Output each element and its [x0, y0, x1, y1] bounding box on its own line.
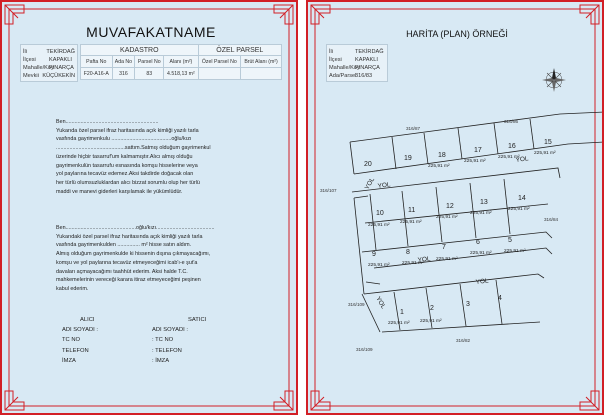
parcel-area: 225,91 m² [508, 207, 530, 212]
info-value: PINARÇA [49, 65, 74, 71]
field-label: ADI SOYADI [152, 327, 185, 334]
text-line: vasfında gayrimenkulu ........................................oğlu/kızı [56, 136, 192, 143]
table-cell [241, 68, 282, 80]
parcel-number: 4 [498, 295, 502, 302]
buyer-title: ALICI [80, 317, 95, 323]
column-header: Pafta No [81, 56, 113, 68]
road-labels [364, 155, 530, 310]
text-line: her türlü olumsuzluklardan alıcı bizzat sorumlu olup her türlü [56, 179, 200, 186]
parcel-number: 12 [446, 203, 454, 210]
document-title: MUVAFAKATNAME [86, 24, 216, 40]
map-title: HARİTA (PLAN) ÖRNEĞİ [406, 29, 508, 39]
table-cell: 4.518,13 m² [164, 68, 198, 80]
info-value: KÜÇÜKEKİN [42, 73, 75, 79]
info-label: Mahalle/Köy [329, 65, 360, 71]
table-cell: 316 [112, 68, 135, 80]
text-line: Almış olduğum gayrimenkulde ki hissenin dışına çıkmayacağımı, [56, 251, 211, 258]
parcel-area: 225,91 m² [470, 251, 492, 256]
parcel-number: 20 [364, 161, 372, 168]
column-header: Özel Parsel No [198, 56, 240, 68]
column-header: Brüt Alanı (m²) [241, 56, 282, 68]
seller-title: SATICI [188, 317, 207, 323]
neighbour-ref: 316/109 [348, 302, 365, 307]
info-value: TEKİRDAĞ [46, 49, 75, 55]
parcel-area: 225,91 m² [436, 215, 458, 220]
text-line: ..............................................sattım.Satmış olduğum gayrimenkul [56, 145, 211, 152]
parcel-area: 225,91 m² [498, 155, 520, 160]
text-line: üzerinde hiçbir tasarruf'um kalmamıştır.Alıcı almış olduğu [56, 153, 193, 160]
compass-icon [542, 68, 566, 92]
parcel-number: 14 [518, 195, 526, 202]
plan-map-panel [306, 0, 604, 415]
parcel-number: 5 [508, 237, 512, 244]
neighbour-ref: 316/109 [356, 347, 373, 352]
info-label: İli [329, 49, 334, 55]
parcel-area: 225,91 m² [504, 249, 526, 254]
table-cell [198, 68, 240, 80]
field-label: TC NO [62, 337, 81, 344]
text-line: komşu ve yol paylarına tecavüz etmeyeceğimi icab'ı-e şut'a [56, 259, 198, 266]
neighbour-ref: 316/84 [544, 217, 559, 222]
parcel-area: 225,91 m² [470, 211, 492, 216]
text-line: kabul ederim. [56, 285, 89, 292]
text-line: Ben.............................................................. [56, 119, 159, 125]
text-line: Ben...............................................oğlu/kızı....................................... [56, 225, 215, 231]
ozel-parsel-header: ÖZEL PARSEL [198, 45, 281, 56]
consent-document-panel [0, 0, 298, 415]
neighbour-ref: 316/86 [504, 119, 519, 124]
road-outlines [350, 112, 602, 332]
info-label: Mevkii [23, 73, 39, 79]
field-label: TELEFON [155, 347, 182, 354]
parcel-area: 225,91 m² [388, 321, 410, 326]
parcel-number: 9 [372, 251, 376, 258]
road-label: YOL [374, 295, 387, 311]
parcel-area: 225,91 m² [436, 257, 458, 262]
text-line: gayrimenkulün tasarrufu esnasında komşu hisselerine veya [56, 162, 198, 169]
info-label: İli [23, 49, 28, 55]
text-line: Yukarıda özel parsel ifraz haritasında açık kimliği yazılı tarla [56, 127, 199, 134]
parcel-number: 6 [476, 239, 480, 246]
road-label: YOL [363, 176, 377, 191]
buyer-signature-block: ALICI ADI SOYADI : TC NO TELEFON İMZA [62, 317, 98, 364]
column-header: Ada No [112, 56, 135, 68]
field-label: İMZA [62, 357, 76, 364]
parcel-area: 225,91 m² [402, 261, 424, 266]
info-value: 316/83 [355, 73, 373, 79]
info-value: TEKİRDAĞ [355, 49, 384, 55]
parcel-area: 225,91 m² [368, 223, 390, 228]
parcel-area: 225,91 m² [428, 164, 450, 169]
text-line: Yukarıdaki özel parsel ifraz haritasında açık kimliği yazılı tarla [56, 233, 203, 240]
field-label: ADI SOYADI [62, 327, 95, 334]
parcel-area: 225,91 m² [368, 263, 390, 268]
parcel-area: 225,91 m² [464, 159, 486, 164]
parcel-number: 19 [404, 155, 412, 162]
road-label: YOL [515, 155, 529, 164]
parcel-number: 15 [544, 139, 552, 146]
kadastro-header: KADASTRO [81, 45, 199, 56]
column-header: Alanı (m²) [164, 56, 198, 68]
location-info-box [20, 44, 78, 82]
seller-statement [56, 118, 286, 196]
info-value: KAPAKLI [49, 57, 72, 63]
info-label: Ada/Parsel [329, 73, 357, 79]
parcel-area: 225,91 m² [534, 151, 556, 156]
field-label: İMZA [155, 357, 170, 364]
text-line: yol paylarına tecavüz edemez.Aksi takdirde doğacak olan [56, 171, 194, 178]
parcel-number: 13 [480, 199, 488, 206]
parcel-labels [364, 139, 559, 326]
info-value: KAPAKLI [355, 57, 378, 63]
field-label: TELEFON [62, 347, 89, 354]
parcel-number: 10 [376, 210, 384, 217]
parcel-map [308, 2, 602, 413]
info-label: Mahalle/Köy [23, 65, 54, 71]
parcel-number: 16 [508, 143, 516, 150]
neighbour-ref: 316/87 [406, 126, 421, 131]
parcel-number: 7 [442, 244, 446, 251]
column-header: Parsel No [135, 56, 164, 68]
info-label: İlçesi [329, 57, 342, 63]
field-label: TC NO [155, 337, 174, 344]
info-label: İlçesi [23, 57, 36, 63]
parcel-number: 3 [466, 301, 470, 308]
seller-signature-block: SATICI ADI SOYADI : : TC NO : TELEFON : İMZA [152, 317, 207, 364]
road-label: YOL [475, 277, 489, 286]
text-line: vasfında gayrimenkulden ............... m² hisse satın aldım. [56, 242, 192, 249]
cadastre-table [80, 44, 282, 80]
buyer-statement [56, 224, 286, 294]
text-line: davaları açmayacağımı taahhüt ederim. Aksi halde T.C. [56, 268, 188, 275]
parcel-number: 1 [400, 309, 404, 316]
parcel-number: 8 [406, 249, 410, 256]
parcel-number: 18 [438, 152, 446, 159]
parcel-number: 2 [430, 305, 434, 312]
road-label: YOL [377, 181, 391, 190]
neighbour-ref: 316/82 [456, 338, 471, 343]
parcel-area: 225,91 m² [420, 319, 442, 324]
text-line: mahkemelerinin vereceği karara itiraz etmeyeceğimi peşinen [56, 277, 201, 284]
table-cell: F20-A16-A [81, 68, 113, 80]
table-cell: 83 [135, 68, 164, 80]
parcel-number: 11 [408, 207, 416, 214]
road-label: YOL [417, 255, 431, 264]
parcel-area: 225,91 m² [400, 220, 422, 225]
parcel-number: 17 [474, 147, 482, 154]
info-value: PINARÇA [355, 65, 380, 71]
neighbour-ref: 316/107 [320, 188, 337, 193]
text-line: maddi ve manevi giderleri karşılamak ile yükümlüdür. [56, 188, 183, 195]
